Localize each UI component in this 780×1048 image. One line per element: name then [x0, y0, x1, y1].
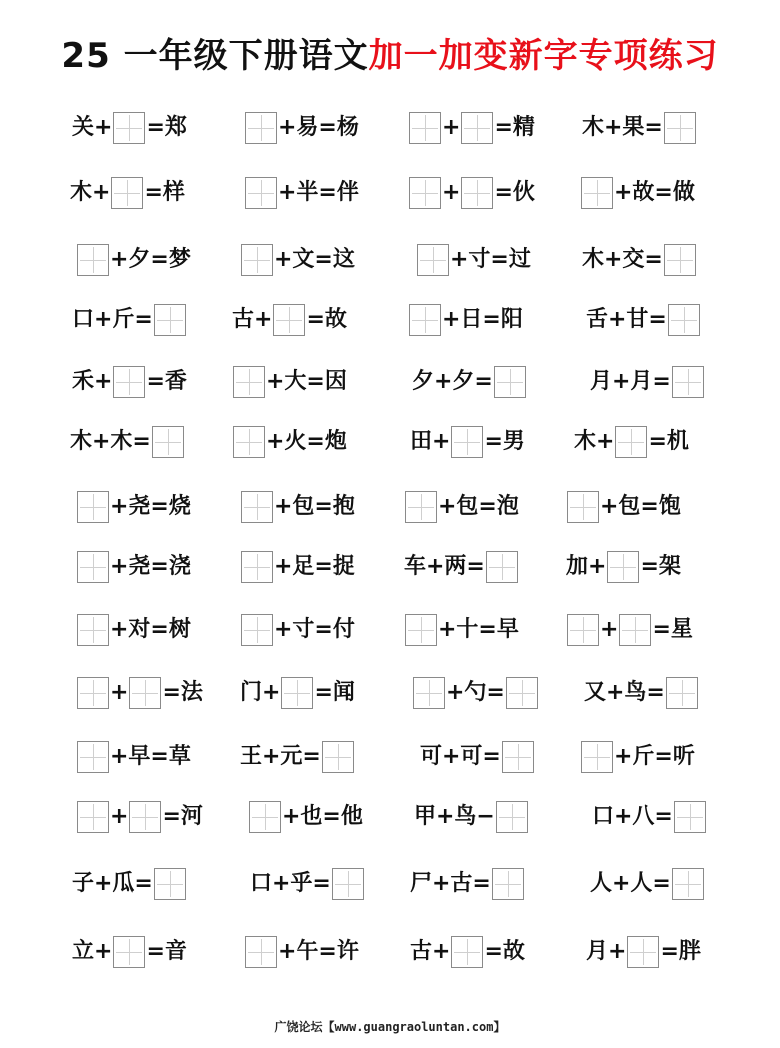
exercise-text: +勺=: [446, 680, 505, 705]
exercise-text: +易=杨: [278, 115, 359, 140]
exercise-text: =男: [484, 429, 525, 454]
answer-box[interactable]: [77, 614, 109, 646]
exercise-text: +尧=浇: [110, 554, 191, 579]
exercise-item: [72, 362, 187, 402]
answer-box[interactable]: [241, 491, 273, 523]
exercise-item: [76, 737, 191, 777]
answer-box[interactable]: [451, 936, 483, 968]
answer-box[interactable]: [245, 177, 277, 209]
answer-box[interactable]: [581, 177, 613, 209]
title-black-part: 25 一年级下册语文: [61, 36, 369, 76]
exercise-item: [76, 240, 191, 280]
exercise-item: [412, 673, 539, 713]
exercise-text: 又+鸟=: [584, 680, 665, 705]
exercise-text: 木+木=: [70, 429, 151, 454]
exercise-text: +大=因: [266, 369, 347, 394]
exercise-text: +包=抱: [274, 494, 355, 519]
exercise-text: 车+两=: [404, 554, 485, 579]
answer-box[interactable]: [492, 868, 524, 900]
answer-box[interactable]: [249, 801, 281, 833]
exercise-row: [0, 797, 780, 837]
exercise-item: [70, 173, 185, 213]
exercise-text: 禾+: [72, 369, 113, 394]
exercise-text: 古+: [410, 939, 451, 964]
exercise-text: 王+元=: [240, 744, 321, 769]
answer-box[interactable]: [154, 304, 186, 336]
answer-box[interactable]: [672, 868, 704, 900]
exercise-text: +日=阳: [442, 307, 523, 332]
exercise-item: [232, 362, 347, 402]
exercise-item: [590, 362, 705, 402]
exercise-text: 田+: [410, 429, 451, 454]
exercise-text: 口+斤=: [72, 307, 153, 332]
answer-box[interactable]: [674, 801, 706, 833]
exercise-row: [0, 487, 780, 527]
exercise-item: [240, 487, 355, 527]
exercise-text: 可+可=: [420, 744, 501, 769]
exercise-item: [72, 108, 187, 148]
exercise-item: [410, 932, 525, 972]
answer-box[interactable]: [619, 614, 651, 646]
exercise-item: [76, 610, 191, 650]
answer-box[interactable]: [567, 614, 599, 646]
exercise-item: [582, 108, 697, 148]
exercise-text: +十=早: [438, 617, 519, 642]
answer-box[interactable]: [615, 426, 647, 458]
exercise-text: =机: [648, 429, 689, 454]
exercise-item: [404, 487, 519, 527]
exercise-item: [586, 932, 701, 972]
answer-box[interactable]: [666, 677, 698, 709]
exercise-item: [408, 300, 523, 340]
exercise-text: 甲+鸟−: [414, 804, 495, 829]
answer-box[interactable]: [77, 491, 109, 523]
answer-box[interactable]: [405, 614, 437, 646]
exercise-item: [72, 932, 187, 972]
exercise-text: +: [600, 617, 619, 642]
answer-box[interactable]: [77, 801, 109, 833]
answer-box[interactable]: [77, 244, 109, 276]
answer-box[interactable]: [672, 366, 704, 398]
exercise-item: [420, 737, 535, 777]
exercise-item: [76, 487, 191, 527]
exercise-item: [582, 240, 697, 280]
answer-box[interactable]: [417, 244, 449, 276]
exercise-item: [404, 547, 519, 587]
answer-box[interactable]: [502, 741, 534, 773]
answer-box[interactable]: [409, 304, 441, 336]
exercise-item: [76, 547, 191, 587]
exercise-item: [240, 547, 355, 587]
exercise-text: =伙: [494, 180, 535, 205]
answer-box[interactable]: [322, 741, 354, 773]
exercise-item: [580, 173, 695, 213]
exercise-text: +故=做: [614, 180, 695, 205]
answer-box[interactable]: [409, 112, 441, 144]
exercise-text: =音: [146, 939, 187, 964]
exercise-item: [408, 108, 535, 148]
exercise-text: +斤=听: [614, 744, 695, 769]
exercise-item: [412, 362, 527, 402]
exercise-item: [566, 547, 681, 587]
exercise-text: 加+: [566, 554, 607, 579]
page-title: [0, 28, 780, 77]
title-red-part: 加一加变新字专项练习: [368, 36, 719, 76]
answer-box[interactable]: [332, 868, 364, 900]
exercise-text: 口+乎=: [250, 871, 331, 896]
answer-box[interactable]: [77, 741, 109, 773]
exercise-text: +夕=梦: [110, 247, 191, 272]
exercise-item: [232, 300, 347, 340]
answer-box[interactable]: [241, 551, 273, 583]
exercise-item: [76, 673, 203, 713]
exercise-item: [244, 173, 359, 213]
exercise-text: +尧=烧: [110, 494, 191, 519]
exercise-text: =河: [162, 804, 203, 829]
exercise-text: +午=许: [278, 939, 359, 964]
answer-box[interactable]: [129, 801, 161, 833]
exercise-item: [404, 610, 519, 650]
exercise-item: [70, 422, 185, 462]
answer-box[interactable]: [461, 177, 493, 209]
answer-box[interactable]: [111, 177, 143, 209]
answer-box[interactable]: [273, 304, 305, 336]
exercise-text: =精: [494, 115, 535, 140]
answer-box[interactable]: [405, 491, 437, 523]
answer-box[interactable]: [581, 741, 613, 773]
answer-box[interactable]: [664, 244, 696, 276]
exercise-item: [574, 422, 689, 462]
answer-box[interactable]: [607, 551, 639, 583]
exercise-item: [240, 673, 355, 713]
exercise-text: =胖: [660, 939, 701, 964]
exercise-row: [0, 300, 780, 340]
exercise-text: +对=树: [110, 617, 191, 642]
exercise-text: +早=草: [110, 744, 191, 769]
exercise-text: =样: [144, 180, 185, 205]
exercise-row: [0, 673, 780, 713]
exercise-text: +: [110, 680, 129, 705]
answer-box[interactable]: [281, 677, 313, 709]
exercise-text: 木+: [70, 180, 111, 205]
exercise-row: [0, 108, 780, 148]
exercise-text: 门+: [240, 680, 281, 705]
answer-box[interactable]: [113, 366, 145, 398]
exercise-row: [0, 932, 780, 972]
exercise-text: +文=这: [274, 247, 355, 272]
exercise-row: [0, 173, 780, 213]
exercise-text: =星: [652, 617, 693, 642]
exercise-text: 月+月=: [590, 369, 671, 394]
exercise-row: [0, 864, 780, 904]
exercise-item: [586, 300, 701, 340]
exercise-item: [410, 422, 525, 462]
exercise-text: 古+: [232, 307, 273, 332]
exercise-item: [410, 864, 525, 904]
exercise-item: [566, 610, 693, 650]
exercise-text: =郑: [146, 115, 187, 140]
exercise-text: +足=捉: [274, 554, 355, 579]
exercise-text: 舌+甘=: [586, 307, 667, 332]
exercise-item: [416, 240, 531, 280]
exercise-text: +也=他: [282, 804, 363, 829]
exercise-text: =香: [146, 369, 187, 394]
answer-box[interactable]: [129, 677, 161, 709]
answer-box[interactable]: [668, 304, 700, 336]
exercise-text: 口+八=: [592, 804, 673, 829]
exercise-text: +寸=过: [450, 247, 531, 272]
exercise-text: =架: [640, 554, 681, 579]
exercise-item: [248, 797, 363, 837]
answer-box[interactable]: [506, 677, 538, 709]
exercise-text: +寸=付: [274, 617, 355, 642]
answer-box[interactable]: [413, 677, 445, 709]
exercise-item: [590, 864, 705, 904]
exercise-item: [580, 737, 695, 777]
exercise-text: 夕+夕=: [412, 369, 493, 394]
exercise-item: [240, 737, 355, 777]
answer-box[interactable]: [154, 868, 186, 900]
exercise-text: 木+果=: [582, 115, 663, 140]
answer-box[interactable]: [451, 426, 483, 458]
answer-box[interactable]: [461, 112, 493, 144]
exercise-text: +: [442, 180, 461, 205]
exercise-text: +火=炮: [266, 429, 347, 454]
exercise-item: [584, 673, 699, 713]
exercise-text: +: [442, 115, 461, 140]
exercise-row: [0, 610, 780, 650]
exercise-item: [566, 487, 681, 527]
exercise-item: [240, 610, 355, 650]
exercise-row: [0, 240, 780, 280]
exercise-row: [0, 547, 780, 587]
exercise-text: +包=泡: [438, 494, 519, 519]
answer-box[interactable]: [77, 677, 109, 709]
exercise-text: 关+: [72, 115, 113, 140]
answer-box[interactable]: [494, 366, 526, 398]
exercise-item: [72, 864, 187, 904]
footer-source: 广饶论坛【www.guangraoluntan.com】: [274, 1020, 506, 1034]
exercise-text: +半=伴: [278, 180, 359, 205]
exercise-row: [0, 422, 780, 462]
answer-box[interactable]: [241, 244, 273, 276]
exercise-text: 木+: [574, 429, 615, 454]
exercise-item: [76, 797, 203, 837]
exercise-text: 立+: [72, 939, 113, 964]
exercise-text: =故: [484, 939, 525, 964]
exercise-text: 月+: [586, 939, 627, 964]
answer-box[interactable]: [152, 426, 184, 458]
exercise-item: [250, 864, 365, 904]
answer-box[interactable]: [113, 112, 145, 144]
exercise-text: +: [110, 804, 129, 829]
exercise-text: 人+人=: [590, 871, 671, 896]
exercise-item: [244, 108, 359, 148]
exercise-item: [240, 240, 355, 280]
exercise-row: [0, 362, 780, 402]
exercise-item: [414, 797, 529, 837]
exercise-text: =法: [162, 680, 203, 705]
answer-box[interactable]: [664, 112, 696, 144]
exercise-item: [408, 173, 535, 213]
exercise-text: =闻: [314, 680, 355, 705]
exercise-row: [0, 737, 780, 777]
answer-box[interactable]: [245, 112, 277, 144]
exercise-item: [232, 422, 347, 462]
answer-box[interactable]: [486, 551, 518, 583]
answer-box[interactable]: [245, 936, 277, 968]
exercise-item: [244, 932, 359, 972]
exercise-text: +包=饱: [600, 494, 681, 519]
exercise-item: [592, 797, 707, 837]
answer-box[interactable]: [409, 177, 441, 209]
exercise-text: =故: [306, 307, 347, 332]
answer-box[interactable]: [233, 366, 265, 398]
answer-box[interactable]: [627, 936, 659, 968]
exercise-text: 尸+古=: [410, 871, 491, 896]
answer-box[interactable]: [496, 801, 528, 833]
answer-box[interactable]: [233, 426, 265, 458]
answer-box[interactable]: [77, 551, 109, 583]
exercise-item: [72, 300, 187, 340]
answer-box[interactable]: [113, 936, 145, 968]
exercise-text: 子+瓜=: [72, 871, 153, 896]
answer-box[interactable]: [567, 491, 599, 523]
answer-box[interactable]: [241, 614, 273, 646]
exercise-text: 木+交=: [582, 247, 663, 272]
